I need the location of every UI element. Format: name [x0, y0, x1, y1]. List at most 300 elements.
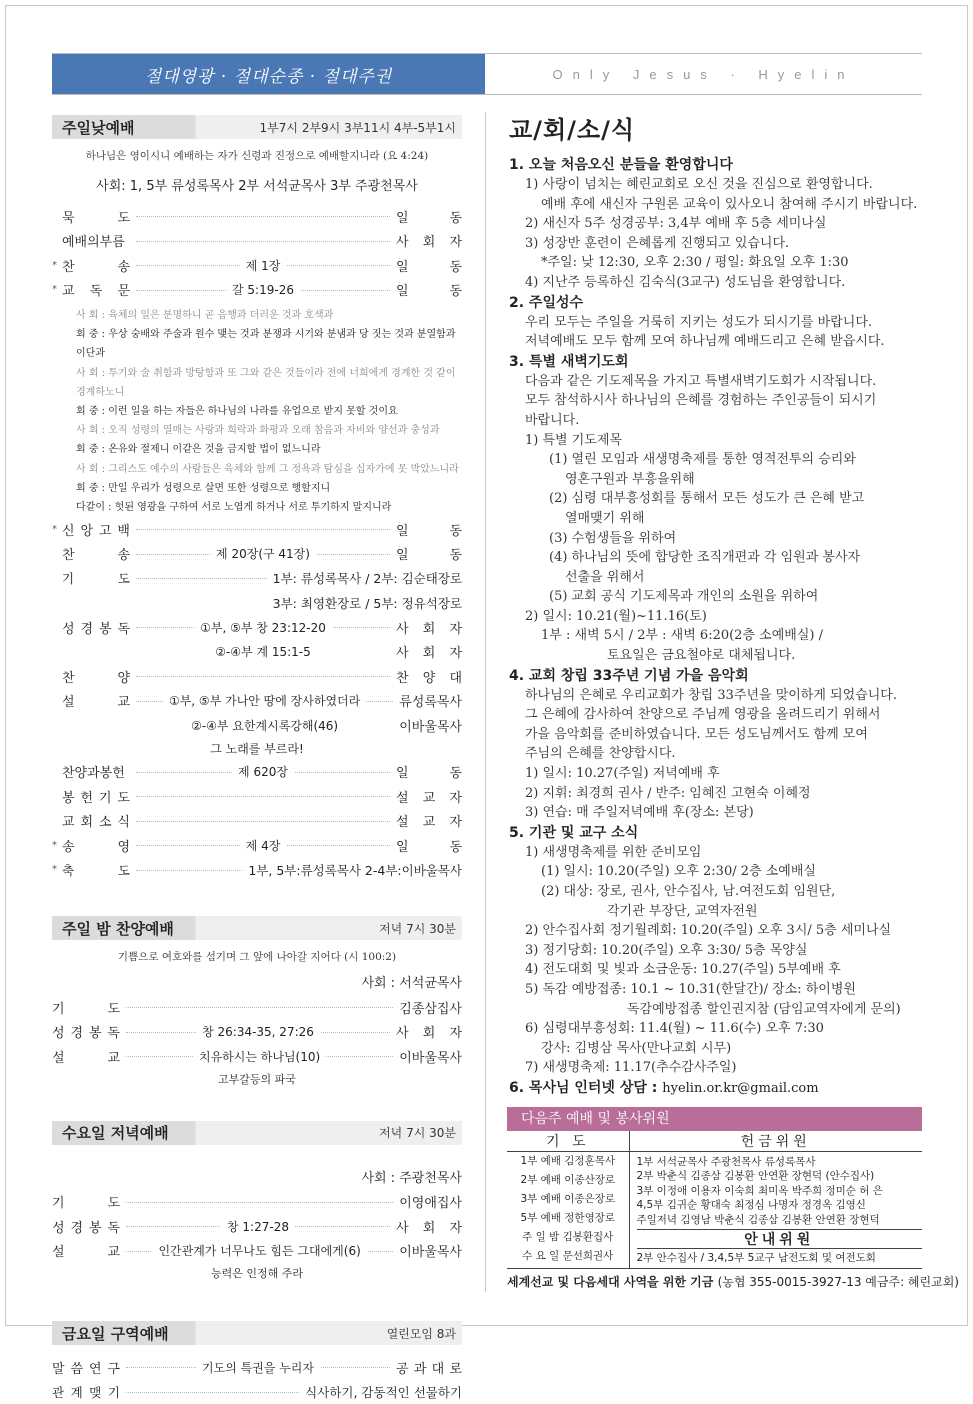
service-time: 열린모임 8과 — [386, 1326, 456, 1341]
prayer-name: 정한영장로 — [564, 1212, 615, 1224]
char: 교 — [62, 815, 75, 831]
news-heading: 5. 기관 및 교구 소식 — [509, 824, 639, 841]
order-row — [52, 542, 462, 567]
reading-text: 헛된 영광을 구하여 서로 노엽게 하거나 서로 투기하지 말지니라 — [114, 502, 392, 514]
order-person — [396, 280, 462, 299]
char: 교 — [107, 1245, 120, 1261]
order-detail: 제 20장(구 41장) — [210, 545, 316, 562]
contact-email-link[interactable]: hyelin.or.kr@gmail.com — [662, 1080, 819, 1096]
order-person — [399, 1241, 462, 1260]
char: 찬양과봉헌 — [62, 766, 125, 782]
order-detail: 기도의 특권을 누리자 — [196, 1359, 320, 1376]
news-line: 2) 일시: 10.21(월)~11.16(토) — [525, 608, 707, 624]
news-line: 주님의 은혜를 찬양합시다. — [525, 746, 676, 762]
char: 회 — [422, 1220, 436, 1236]
char: 공 — [396, 1361, 409, 1377]
char: 연 — [88, 1361, 102, 1377]
order-label — [62, 256, 130, 275]
char: 송 — [117, 259, 130, 275]
order-person — [396, 207, 462, 226]
order-row — [52, 566, 462, 591]
char: 자 — [449, 790, 462, 806]
char: 일 — [396, 210, 409, 226]
char: 회 — [422, 1026, 436, 1042]
char: 자 — [449, 235, 462, 251]
offering-group: 1부 — [636, 1156, 657, 1168]
order-row — [52, 1239, 462, 1264]
reading-speaker: 회 중 : — [76, 406, 109, 418]
order-row — [52, 253, 462, 278]
char: 씀 — [70, 1361, 84, 1377]
dotted-leader — [136, 643, 390, 660]
required-stand-mark: * — [52, 864, 57, 876]
order-person — [396, 642, 462, 661]
sermon-subtitle: 능력은 인정해 주라 — [210, 1267, 303, 1281]
char: 이바울목사 — [399, 719, 462, 735]
reading-line — [76, 364, 462, 402]
news-line: 가을 음악회를 준비하였습니다. 모든 성도님께서도 함께 모여 — [525, 726, 868, 742]
order-row — [52, 229, 462, 254]
char: 소 — [98, 815, 112, 831]
order-person — [396, 811, 462, 830]
news-line: 다음과 같은 기도제목을 가지고 특별새벽기도회가 시작됩니다. — [525, 373, 877, 389]
order-row — [52, 760, 462, 785]
char: 독 — [107, 1220, 120, 1236]
char: 기 — [52, 1001, 65, 1017]
char: 교 — [62, 284, 75, 300]
news-line: 그 은혜에 감사하여 찬양으로 주님께 영광을 올려드리기 위해서 — [525, 707, 881, 723]
char: 백 — [117, 523, 130, 539]
char: 기 — [107, 1384, 120, 1400]
order-row — [52, 1355, 462, 1380]
char: 동 — [449, 548, 462, 564]
char: 고 — [98, 523, 112, 539]
char: 회 — [80, 815, 94, 831]
news-heading: 3. 특별 새벽기도회 — [509, 353, 629, 370]
prayer-service: 주 일 밤 — [522, 1231, 563, 1243]
order-row — [52, 1020, 462, 1045]
char: 일 — [396, 259, 409, 275]
order-label — [52, 998, 120, 1017]
banner-slogan: Only Jesus · Hyelin — [552, 66, 855, 82]
order-person — [396, 520, 462, 539]
char: 헌 — [80, 790, 94, 806]
prayer-row — [507, 1209, 629, 1228]
reading-text: 오직 성령의 열매는 사랑과 희락과 화평과 오래 참음과 자비와 양선과 충성과 — [108, 425, 440, 437]
char: 양 — [117, 670, 130, 686]
order-row — [52, 833, 462, 858]
order-list-wednesday — [52, 1190, 462, 1264]
order-list-top — [52, 204, 462, 302]
char: 대 — [431, 1361, 445, 1377]
order-person — [396, 787, 462, 806]
reading-text: 이런 일을 하는 자들은 하나님의 나라를 유업으로 받지 못할 것이요 — [108, 406, 398, 418]
char: 계 — [70, 1384, 83, 1400]
prayer-name: 김정훈목사 — [564, 1155, 615, 1167]
dotted-leader — [136, 837, 390, 854]
order-person — [396, 544, 462, 563]
service-time: 저녁 7시 30분 — [379, 1126, 456, 1141]
prayer-row — [507, 1190, 629, 1209]
order-row — [52, 664, 462, 689]
service-time: 저녁 7시 30분 — [379, 921, 456, 936]
prayer-service: 5부 예배 — [520, 1212, 565, 1224]
order-row — [52, 1380, 462, 1404]
char: 사 — [396, 1220, 409, 1236]
order-person: 1부: 류성록목사 / 2부: 김순태장로 — [272, 571, 462, 587]
char: 영 — [117, 839, 130, 855]
news-line: *주일: 낮 12:30, 오후 2:30 / 평일: 화요일 오후 1:30 — [541, 255, 849, 271]
order-label — [52, 1192, 120, 1211]
offering-row — [637, 1198, 923, 1212]
order-label — [62, 520, 130, 539]
char: 자 — [449, 1026, 462, 1042]
order-label — [62, 691, 130, 710]
order-row — [52, 640, 462, 665]
reading-speaker: 사 회 : — [76, 367, 109, 379]
char: 설 — [62, 695, 75, 711]
offering-names: 김영남 박춘식 김종삼 김봉환 안연환 장현덕 — [680, 1213, 880, 1226]
order-person — [396, 836, 462, 855]
prayer-row — [507, 1171, 629, 1190]
section-header-wednesday — [52, 1121, 462, 1145]
order-label — [52, 1358, 120, 1377]
order-detail: ②-④부 계 15:1-5 — [209, 643, 317, 660]
news-line: 2) 새신자 5주 성경공부: 3,4부 예배 후 5층 세미나실 — [525, 216, 827, 232]
char: 송 — [117, 548, 130, 564]
char: 도 — [117, 862, 130, 878]
order-label — [62, 836, 130, 855]
char: 동 — [449, 523, 462, 539]
char: 교 — [107, 1050, 120, 1066]
order-label — [62, 762, 130, 781]
news-line: 영혼구원과 부흥을위해 — [565, 471, 695, 487]
news-line: 1부 : 새벽 5시 / 2부 : 새벽 6:20(2층 소예배실) / — [541, 628, 823, 644]
char: 봉 — [98, 621, 112, 637]
news-line: 토요일은 금요철야로 대체됩니다. — [607, 648, 796, 664]
duty-roster — [507, 1107, 959, 1290]
order-row — [52, 1044, 462, 1069]
char: 설 — [52, 1245, 65, 1261]
char: 경 — [70, 1026, 84, 1042]
dotted-leader — [136, 281, 390, 298]
news-line: 4) 지난주 등록하신 김숙식(3교구) 성도님을 환영합니다. — [525, 274, 846, 290]
order-row — [52, 809, 462, 834]
news-line: 열매맺기 위해 — [565, 510, 645, 526]
news-line: 7) 새생명축제: 11.17(추수감사주일) — [525, 1060, 737, 1076]
news-line: (1) 일시: 10.20(주일) 오후 2:30/ 2층 소예배실 — [541, 864, 816, 880]
offering-cell — [629, 1152, 922, 1269]
news-list — [509, 155, 924, 1078]
news-line: (5) 교회 공식 기도제목과 개인의 소원을 위하여 — [549, 589, 819, 605]
order-label — [62, 787, 130, 806]
char: 축 — [62, 862, 75, 878]
char: 성 — [62, 621, 75, 637]
sermon-subtitle: 고부갈등의 파국 — [218, 1072, 296, 1086]
prayer-service: 1부 예배 — [520, 1155, 565, 1167]
char: 사 — [396, 235, 409, 251]
char: 도 — [117, 210, 130, 226]
char: 일 — [396, 523, 409, 539]
news-line: (2) 대상: 장로, 권사, 안수집사, 남.여전도회 임원단, — [541, 884, 836, 899]
order-row — [52, 204, 462, 229]
section-header-friday — [52, 1321, 462, 1345]
char: 자 — [449, 621, 462, 637]
reading-text: 투기와 술 취함과 방탕함과 또 그와 같은 것들이라 전에 너희에게 경계한 것 같이 경계하노니 — [76, 367, 456, 398]
order-detail: 제 620장 — [232, 763, 294, 780]
news-line: 저녁예배도 모두 함께 모여 하나님께 예배드리고 은혜 받읍시다. — [525, 334, 885, 350]
offering-group: 2부 — [636, 1170, 657, 1183]
order-person — [396, 231, 462, 250]
char: 송 — [62, 839, 75, 855]
char: 교 — [422, 815, 436, 831]
reading-line — [76, 498, 462, 517]
dotted-leader — [126, 1242, 393, 1259]
char: 관 — [52, 1384, 65, 1400]
order-row — [52, 689, 462, 714]
prayer-list — [507, 1152, 629, 1269]
order-row — [52, 784, 462, 809]
order-label — [62, 231, 130, 250]
news-line: 하나님의 은혜로 우리교회가 창립 33주년을 맞이하게 되었습니다. — [525, 687, 897, 703]
worship-order-column — [52, 115, 462, 1404]
order-detail: 치유하시는 하나님(10) — [193, 1048, 326, 1065]
service-leaders: 사회: 1, 5부 류성록목사 2부 서석균목사 3부 주광천목사 — [96, 179, 418, 194]
duty-roster-title: 다음주 예배 및 봉사위원 — [507, 1107, 922, 1131]
offering-row — [637, 1213, 923, 1227]
dotted-leader — [126, 1023, 390, 1040]
order-label — [62, 544, 130, 563]
char: 독 — [89, 284, 103, 300]
reading-speaker: 사 회 : — [76, 463, 109, 475]
order-list-end — [52, 760, 462, 883]
char: 앙 — [80, 523, 94, 539]
char: 일 — [396, 548, 409, 564]
prayer-service: 수 요 일 — [522, 1250, 563, 1262]
char: 동 — [449, 766, 462, 782]
order-person — [399, 716, 462, 735]
char: 회 — [422, 235, 436, 251]
char: 교 — [117, 695, 130, 711]
order-label — [62, 667, 130, 686]
char: 이영애집사 — [399, 1196, 462, 1212]
news-heading: 1. 오늘 처음오신 분들을 환영합니다 — [509, 157, 733, 173]
usher-header: 안내위원 — [637, 1229, 923, 1249]
char: 자 — [449, 1220, 462, 1236]
char: 이바울목사 — [399, 1245, 462, 1261]
theme-verse: 기쁨으로 여호와를 섬기며 그 앞에 나아갈 지어다 (시 100:2) — [117, 951, 397, 964]
news-line: 바랍니다. — [525, 412, 580, 428]
char: 설 — [52, 1050, 65, 1066]
reading-text: 그리스도 예수의 사람들은 육체와 함께 그 정욕과 탐심을 십자가에 못 박았느니라 — [108, 463, 459, 475]
news-line: 6) 심령대부흥성회: 11.4(월) ~ 11.6(수) 오후 7:30 — [525, 1021, 824, 1037]
news-line: 모두 참석하시사 하나님의 은혜를 경험하는 주인공들이 되시기 — [525, 393, 877, 409]
offering-header: 헌금위원 — [629, 1131, 922, 1152]
order-label — [52, 1047, 120, 1066]
dotted-leader — [126, 1359, 390, 1376]
prayer-name: 이종산장로 — [564, 1174, 615, 1186]
char: 과 — [413, 1361, 427, 1377]
order-label — [52, 1022, 120, 1041]
news-line: 각기관 부장단, 교역자전원 — [607, 903, 758, 919]
news-line: (2) 심령 대부흥성회를 통해서 모든 성도가 큰 은혜 받고 — [549, 491, 865, 507]
char: 동 — [449, 839, 462, 855]
church-news-column — [509, 110, 924, 1099]
order-row — [52, 713, 462, 738]
char: 양 — [422, 670, 436, 686]
char: 맺 — [89, 1384, 102, 1400]
char: 도 — [107, 1196, 120, 1212]
char: 경 — [70, 1220, 84, 1236]
theme-verse: 하나님은 영이시니 예배하는 자가 신령과 진정으로 예배할지니라 (요 4:24) — [85, 150, 429, 162]
reading-line — [76, 479, 462, 498]
news-line: 3) 연습: 매 주일저녁예배 후(장소: 본당) — [525, 805, 754, 821]
char: 도 — [107, 1001, 120, 1017]
char: 일 — [396, 766, 409, 782]
char: 신 — [62, 523, 75, 539]
order-person — [396, 667, 462, 686]
prayer-name: 문선희권사 — [562, 1250, 614, 1262]
required-stand-mark: * — [52, 523, 57, 535]
char: 찬 — [62, 259, 75, 275]
offering-names: 이정애 이용자 이숙희 최미옥 박주희 정미순 허 은 — [656, 1184, 883, 1197]
order-label — [62, 207, 130, 226]
news-line: (3) 수험생들을 위하여 — [549, 530, 677, 546]
news-line: 선출을 위해서 — [565, 569, 645, 585]
news-heading: 4. 교회 창립 33주년 기념 가을 음악회 — [509, 667, 749, 684]
column-divider — [485, 112, 486, 1292]
required-stand-mark: * — [52, 839, 57, 851]
order-detail: 제 4장 — [240, 837, 287, 854]
required-stand-mark: * — [52, 284, 57, 296]
prayer-service: 2부 예배 — [520, 1174, 565, 1186]
fund-account: (농협 355-0015-3927-13 예금주: 혜린교회) — [717, 1275, 959, 1290]
responsive-reading — [52, 306, 462, 517]
char: 김종삼집사 — [399, 1001, 462, 1017]
order-person — [396, 1022, 462, 1041]
dotted-leader — [136, 763, 390, 780]
dotted-leader — [126, 1048, 393, 1065]
order-person — [396, 618, 462, 637]
char: 회 — [422, 646, 436, 662]
section-header-sunday-service — [52, 115, 462, 139]
reading-text: 육체의 일은 분명하니 곧 음행과 더러운 것과 호색과 — [108, 310, 334, 321]
dotted-leader — [136, 545, 390, 562]
news-line: 3) 성장반 훈련이 은혜롭게 진행되고 있습니다. — [525, 235, 790, 251]
reading-speaker: 사 회 : — [76, 310, 109, 321]
char: 기 — [98, 790, 112, 806]
prayer-row — [507, 1152, 629, 1171]
offering-group: 4,5부 — [636, 1199, 667, 1212]
reading-speaker: 회 중 : — [76, 329, 109, 341]
char: 경 — [80, 621, 94, 637]
section-title: 수요일 저녁예배 — [62, 1124, 169, 1143]
order-label — [52, 1241, 120, 1260]
char: 문 — [117, 284, 130, 300]
section-title: 주일낮예배 — [62, 118, 135, 137]
char: 동 — [449, 284, 462, 300]
order-label — [52, 1217, 120, 1236]
offering-names: 서석균목사 주광천목사 류성록목사 — [656, 1156, 816, 1168]
offering-list — [637, 1152, 923, 1227]
order-person: 식사하기, 감동적인 선물하기 — [305, 1384, 462, 1400]
order-list-bottom — [52, 517, 462, 738]
news-line: 독감예방접종 할인권지참 (담임교역자에게 문의) — [627, 1001, 901, 1017]
reading-line — [76, 460, 462, 479]
dotted-leader — [126, 1218, 390, 1235]
char: 찬 — [62, 548, 75, 564]
news-line: 2) 지휘: 최경희 권사 / 반주: 임혜진 고현숙 이혜정 — [525, 785, 811, 801]
char: 일 — [396, 284, 409, 300]
char: 기 — [62, 571, 75, 587]
char: 교 — [422, 790, 436, 806]
order-person — [399, 691, 462, 710]
reading-speaker: 사 회 : — [76, 425, 109, 437]
order-person — [396, 1217, 462, 1236]
char: 사 — [396, 646, 409, 662]
char: 자 — [449, 646, 462, 662]
char: 말 — [52, 1361, 65, 1377]
banner-motto: 절대영광 · 절대순종 · 절대주권 — [52, 54, 485, 94]
offering-names: 김귀순 황대숙 최정심 나명자 정경옥 김영신 — [666, 1199, 866, 1212]
offering-group: 주일저녁 — [636, 1213, 681, 1226]
order-label — [62, 618, 130, 637]
dotted-leader — [136, 619, 390, 636]
order-label — [52, 1383, 120, 1401]
dotted-leader — [136, 717, 393, 734]
dotted-leader — [136, 257, 390, 274]
reading-line — [76, 325, 462, 363]
prayer-header: 기 도 — [507, 1131, 629, 1152]
news-line: 2) 안수집사회 정기월례회: 10.20(주일) 오후 3시/ 5층 세미나실 — [525, 923, 892, 939]
order-detail: ①부, ⑤부 가나안 땅에 장사하였더라 — [163, 692, 366, 709]
offering-names: 박춘식 김종삼 김봉환 안연환 장현덕 (안수집사) — [656, 1170, 875, 1183]
prayer-name: 이종은장로 — [564, 1193, 615, 1205]
section-title: 주일 밤 찬양예배 — [62, 919, 174, 938]
contact-label: 6. 목사님 인터넷 상담 : — [509, 1079, 658, 1096]
fund-title: 세계선교 및 다음세대 사역을 위한 기금 — [507, 1275, 714, 1290]
order-label — [62, 811, 130, 830]
news-line: 1) 새생명축제를 위한 준비모임 — [525, 844, 702, 860]
char: 독 — [117, 621, 130, 637]
order-label — [62, 280, 130, 299]
order-person: 1부, 5부:류성록목사 2-4부:이바울목사 — [248, 862, 462, 878]
offering-row — [637, 1155, 923, 1169]
char: 묵 — [62, 210, 75, 226]
news-line: 5) 독감 예방접종: 10.1 ~ 10.31(한달간)/ 장소: 하이병원 — [525, 981, 856, 997]
char: 구 — [107, 1361, 120, 1377]
char: 회 — [422, 621, 436, 637]
char: 일 — [396, 839, 409, 855]
reading-text: 우상 숭배와 주술과 원수 맺는 것과 분쟁과 시기와 분냄과 당 짓는 것과 분열함과 이단과 — [76, 329, 456, 360]
order-list-night — [52, 995, 462, 1069]
news-line: (4) 하나님의 뜻에 합당한 조직개편과 각 임원과 봉사자 — [549, 550, 861, 566]
order-person — [399, 998, 462, 1017]
order-person — [399, 1047, 462, 1066]
char: 설 — [396, 790, 409, 806]
reading-text: 만일 우리가 성령으로 살면 또한 성령으로 행할지니 — [108, 482, 331, 494]
order-person — [396, 762, 462, 781]
news-line: 1) 특별 기도제목 — [525, 432, 622, 448]
header-banner — [52, 53, 922, 95]
usher-list: 2부 안수집사 / 3,4,5부 5교구 남전도회 및 여전도회 — [636, 1252, 876, 1265]
order-detail: 인간관계가 너무나도 힘든 그대에게(6) — [152, 1242, 366, 1259]
order-detail: 창 1:27-28 — [221, 1218, 295, 1235]
news-line: 우리 모두는 주일을 거룩히 지키는 성도가 되시기를 바랍니다. — [525, 314, 873, 330]
char: 자 — [449, 815, 462, 831]
order-person — [396, 256, 462, 275]
char: 동 — [449, 259, 462, 275]
